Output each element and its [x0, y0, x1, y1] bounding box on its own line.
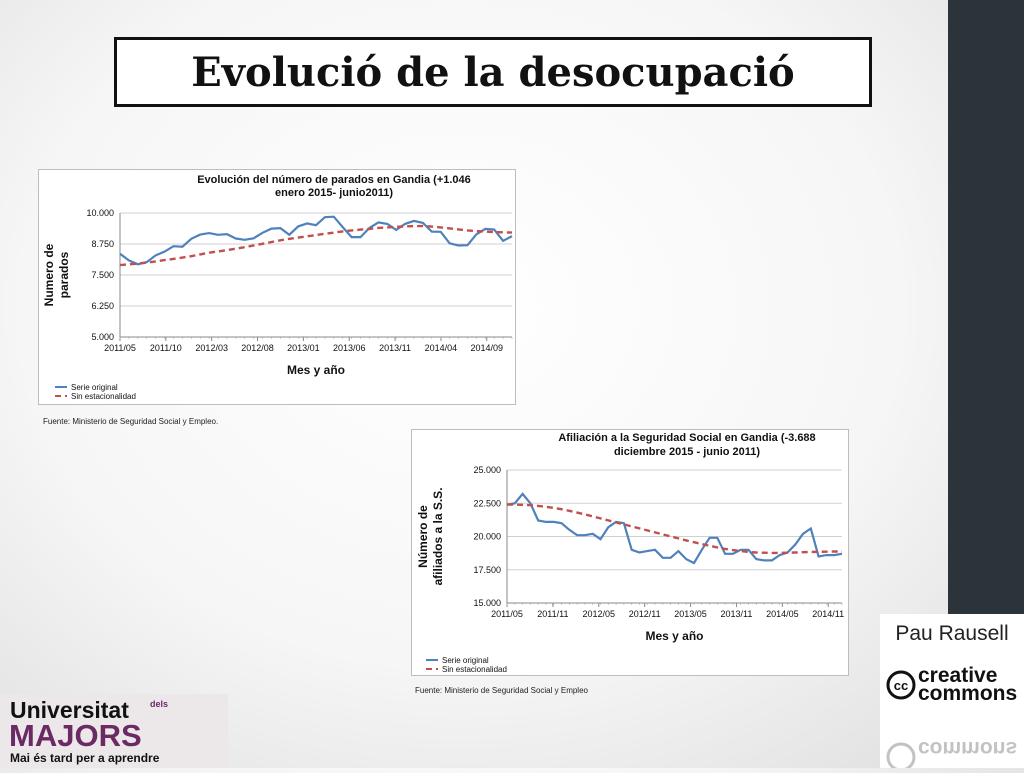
- chart1-x-tick-label: 2014/04: [424, 343, 458, 353]
- afiliacion-chart: [411, 429, 849, 676]
- chart2-x-tick-label: 2013/05: [674, 609, 707, 619]
- creative-commons-logo: [880, 660, 1024, 768]
- slide-title-box: [114, 37, 872, 107]
- chart1-y-tick-label: 7.500: [91, 270, 114, 280]
- chart2-y-axis-label-2: afiliados a la S.S.: [431, 487, 445, 586]
- author-name: Pau Rausell: [895, 622, 1009, 645]
- logo-line2: MAJORS: [9, 718, 142, 753]
- chart2-x-tick-label: 2014/11: [812, 609, 845, 619]
- cc-line1: creative: [918, 664, 998, 687]
- chart1-x-tick-label: 2011/05: [104, 343, 136, 353]
- chart1-x-tick-label: 2012/08: [241, 343, 274, 353]
- chart2-y-tick-label: 20.000: [473, 531, 501, 542]
- chart1-y-tick-label: 10.000: [86, 208, 114, 218]
- cc-badge-text: cc: [893, 678, 909, 693]
- chart2-series-trend-line: [507, 505, 842, 553]
- chart2-x-tick-label: 2011/05: [491, 609, 523, 619]
- logo-svg: [0, 694, 228, 768]
- logo-small: dels: [150, 699, 169, 709]
- chart2-x-tick-label: 2014/05: [766, 609, 799, 619]
- chart2-x-axis-label: Mes y año: [645, 629, 704, 643]
- chart1-y-tick-label: 5.000: [91, 332, 114, 342]
- chart2-x-tick-label: 2013/11: [720, 609, 753, 619]
- svg-text:commons: commons: [918, 737, 1018, 760]
- chart2-x-tick-label: 2012/11: [628, 609, 661, 619]
- chart1-y-axis-label-1: Numero de: [42, 243, 56, 307]
- chart1-title-2: enero 2015- junio2011): [275, 187, 393, 199]
- chart1-x-tick-label: 2012/03: [195, 343, 228, 353]
- afiliacion-chart-svg: [412, 430, 848, 675]
- chart2-y-tick-label: 17.500: [473, 564, 501, 575]
- chart1-source: Fuente: Ministerio de Seguridad Social y Empleo.: [43, 417, 219, 426]
- chart2-legend-label: Sin estacionalidad: [442, 665, 507, 674]
- chart1-x-tick-label: 2013/11: [379, 343, 412, 353]
- chart2-x-tick-label: 2011/11: [537, 609, 569, 619]
- logo-line1: Universitat: [10, 697, 129, 723]
- chart2-y-tick-label: 25.000: [473, 465, 501, 475]
- chart2-source: Fuente: Ministerio de Seguridad Social y Empleo: [415, 686, 588, 695]
- parados-chart-svg: [39, 170, 515, 404]
- chart1-y-tick-label: 8.750: [91, 239, 114, 249]
- chart1-x-axis-label: Mes y año: [286, 363, 346, 377]
- slide-title: Evolució de la desocupació: [191, 48, 795, 96]
- universitat-majors-logo: [0, 694, 228, 768]
- chart1-legend-label: Serie original: [71, 383, 118, 392]
- chart1-x-tick-label: 2011/10: [149, 343, 182, 353]
- cc-reflection: [888, 737, 1017, 768]
- chart1-y-axis-label-2: parados: [57, 251, 71, 299]
- logo-line3: Mai és tard per a aprendre: [10, 751, 160, 765]
- chart2-legend-label: Serie original: [442, 656, 489, 665]
- chart1-x-tick-label: 2013/01: [287, 343, 320, 353]
- chart2-title-1: Afiliación a la Seguridad Social en Gandia (-3.688: [558, 432, 816, 444]
- chart1-y-tick-label: 6.250: [91, 301, 114, 311]
- creative-commons-svg: [880, 660, 1024, 768]
- chart1-title-1: Evolución del número de parados en Gandia (+1.046: [197, 174, 471, 186]
- chart1-series-original-line: [120, 217, 512, 265]
- chart1-x-tick-label: 2014/09: [470, 343, 504, 353]
- chart1-legend-label: Sin estacionalidad: [71, 392, 136, 401]
- chart2-title-2: diciembre 2015 - junio 2011): [613, 446, 761, 458]
- cc-line2: commons: [918, 682, 1018, 705]
- parados-chart: [38, 169, 516, 405]
- chart2-x-tick-label: 2012/05: [582, 609, 616, 619]
- chart1-x-tick-label: 2013/06: [332, 343, 366, 353]
- chart2-y-tick-label: 22.500: [473, 498, 501, 509]
- chart2-y-tick-label: 15.000: [473, 598, 501, 608]
- chart2-y-axis-label-1: Número de: [416, 505, 430, 568]
